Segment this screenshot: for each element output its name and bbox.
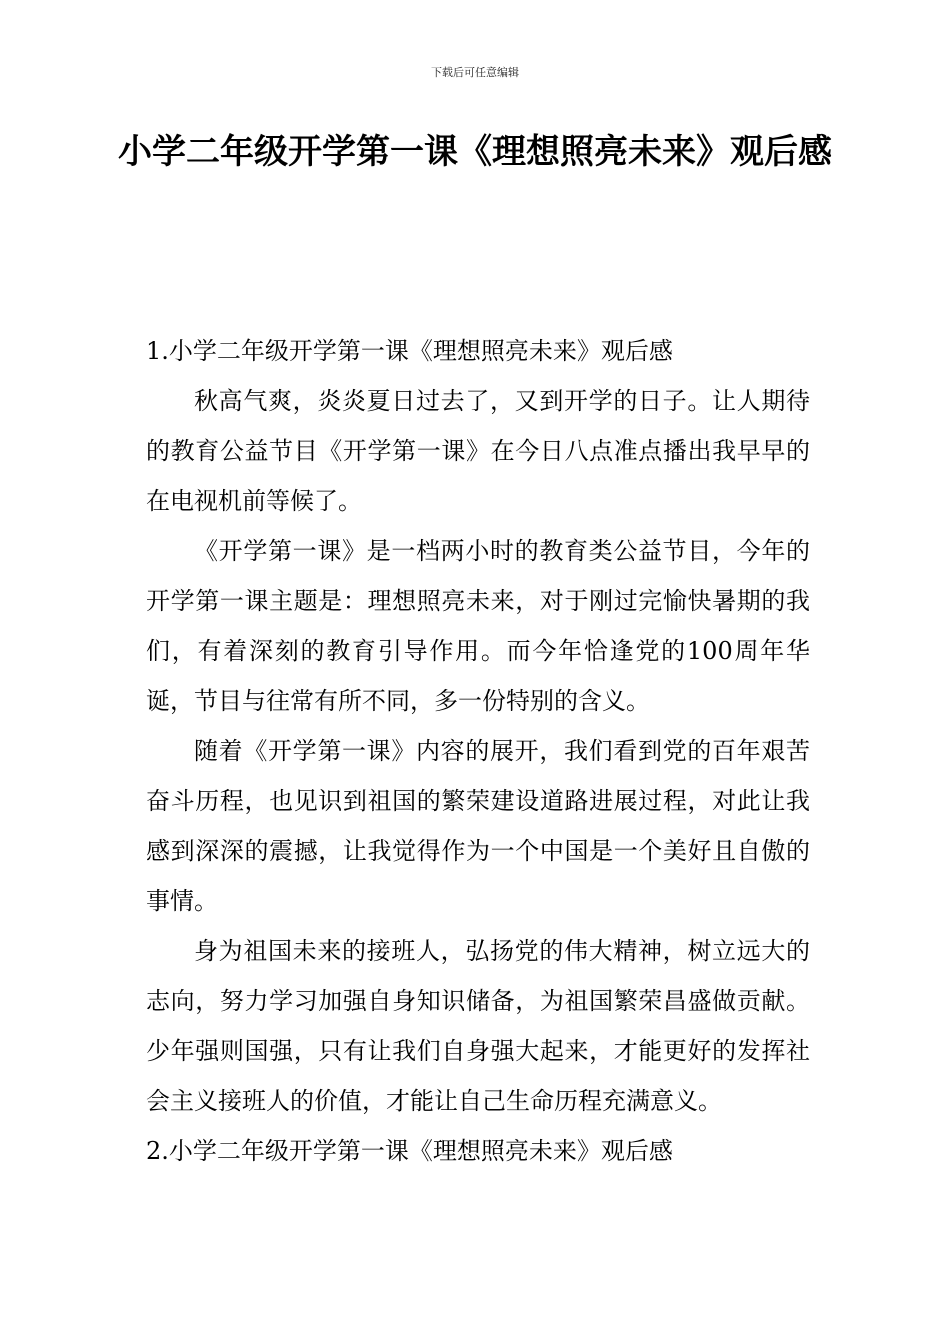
document-body xyxy=(146,326,810,1176)
header-note: 下载后可任意编辑 xyxy=(431,66,519,79)
paragraph-2: 《开学第一课》是一档两小时的教育类公益节目，今年的开学第一课主题是：理想照亮未来，对于刚过完愉快暑期的我们，有着深刻的教育引导作用。而今年恰逢党的100周年华诞，节目与往常有所不同，多一份特别的含义。 xyxy=(146,537,810,715)
paragraph-4: 身为祖国未来的接班人，弘扬党的伟大精神，树立远大的志向，努力学习加强自身知识储备，为祖国繁荣昌盛做贡献。少年强则国强，只有让我们自身强大起来，才能更好的发挥社会主义接班人的价值，才能让自己生命历程充满意义。 xyxy=(146,937,810,1115)
section-heading-1: 1.小学二年级开学第一课《理想照亮未来》观后感 xyxy=(146,337,673,365)
section-heading-2: 2.小学二年级开学第一课《理想照亮未来》观后感 xyxy=(146,1137,673,1165)
paragraph-1: 秋高气爽，炎炎夏日过去了，又到开学的日子。让人期待的教育公益节目《开学第一课》在今日八点准点播出我早早的在电视机前等候了。 xyxy=(146,387,810,515)
paragraph-3: 随着《开学第一课》内容的展开，我们看到党的百年艰苦奋斗历程，也见识到祖国的繁荣建设道路进展过程，对此让我感到深深的震撼，让我觉得作为一个中国是一个美好且自傲的事情。 xyxy=(146,737,810,915)
document-title: 小学二年级开学第一课《理想照亮未来》观后感 xyxy=(118,132,832,172)
